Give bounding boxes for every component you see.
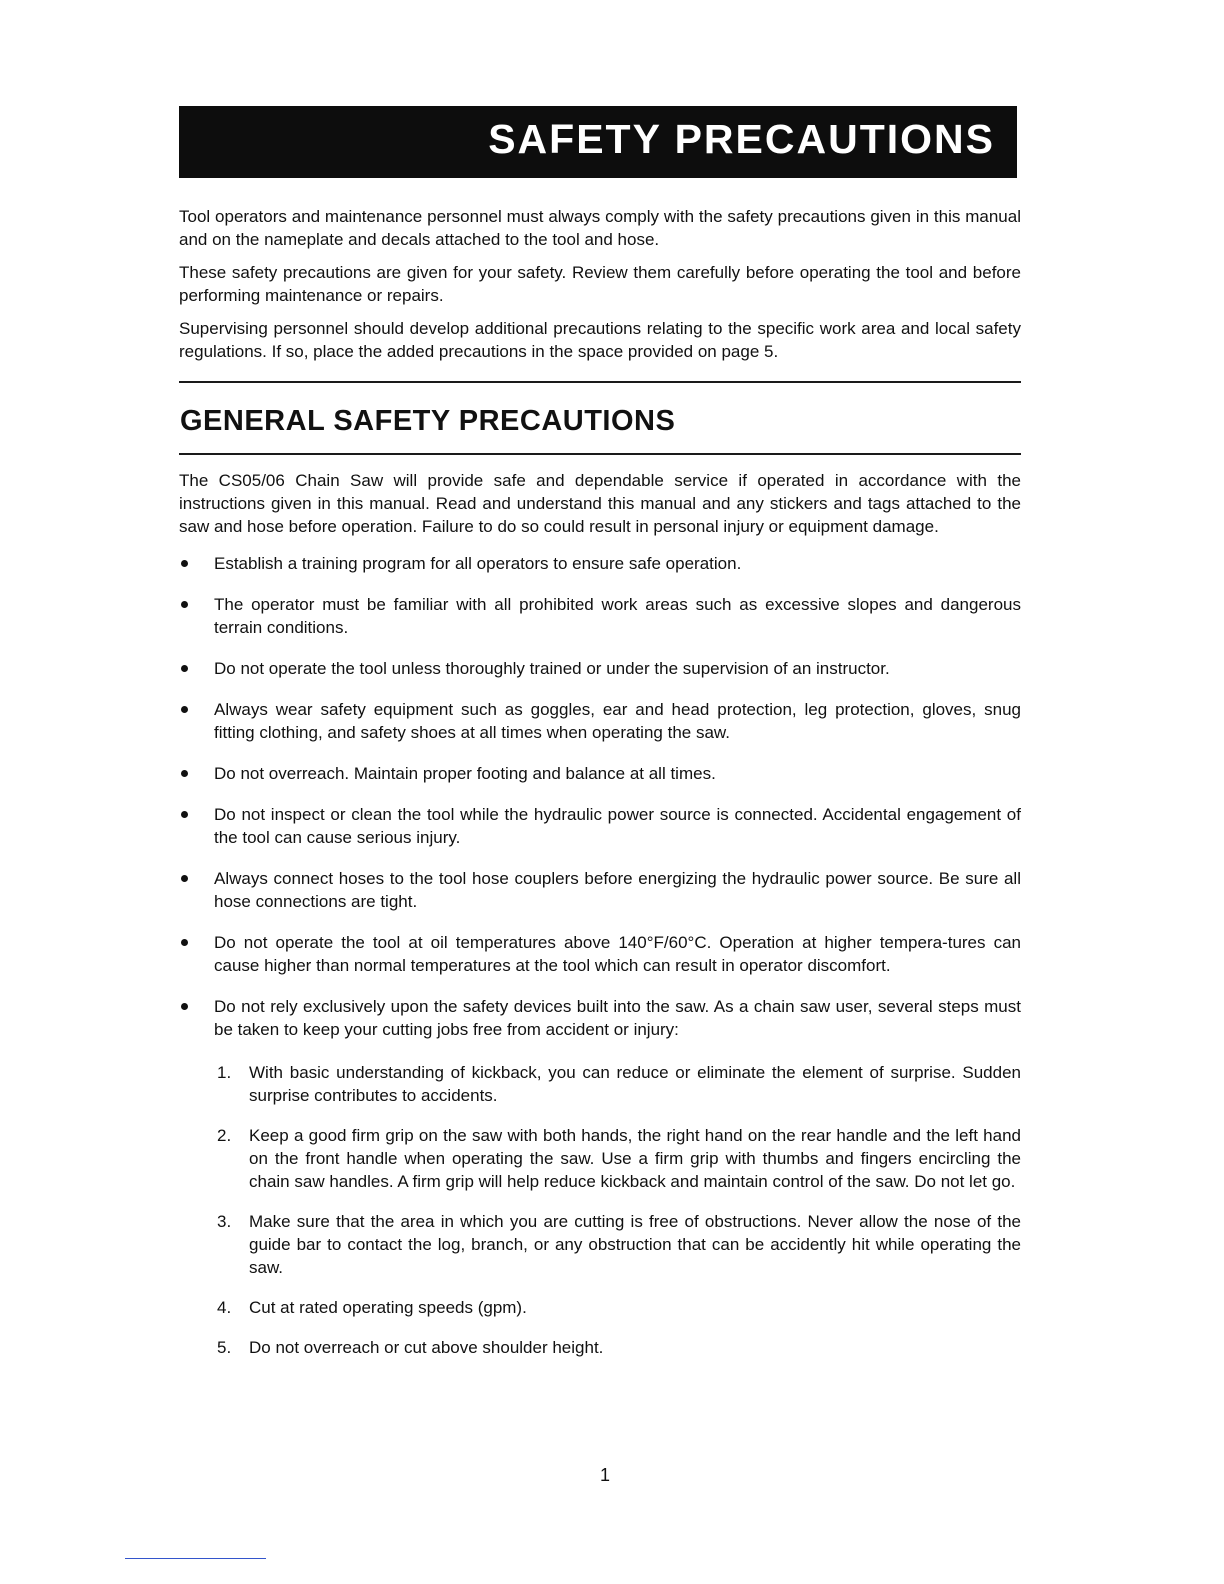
list-item [179,657,1021,680]
section-intro-paragraph: The CS05/06 Chain Saw will provide safe and dependable service if operated in accordance with the instructions given in this manual. Read and understand this manual and any stickers and tags attached to the saw and hose before operation. Failure to do so could result in personal injury or equipment damage. [179,471,1021,536]
bullet-icon [181,770,188,777]
bullet-icon [181,939,188,946]
section-divider-top [179,381,1021,383]
bullet-icon [181,665,188,672]
bullet-icon [181,875,188,882]
list-item [179,698,1021,744]
step-number: 3. [217,1212,232,1231]
list-item [179,803,1021,849]
step-number: 4. [217,1298,232,1317]
bullet-icon [181,811,188,818]
list-item-text: Establish a training program for all operators to ensure safe operation. [214,554,742,573]
list-item-text: Do not overreach. Maintain proper footing and balance at all times. [214,764,716,783]
numbered-steps-list [214,1061,1021,1359]
step-text: Keep a good firm grip on the saw with both hands, the right hand on the rear handle and the left hand on the front handle when operating the saw. Use a firm grip with thumbs and fingers encircling the chain saw handles. A firm grip will help reduce kickback and maintain control of the saw. Do not let go. [249,1126,1021,1191]
bullet-icon [181,1003,188,1010]
page-title: SAFETY PRECAUTIONS [488,116,995,162]
page-number: 1 [599,1465,610,1485]
list-item [179,762,1021,785]
list-item [179,593,1021,639]
list-item [179,995,1021,1359]
list-item-text: Always connect hoses to the tool hose couplers before energizing the hydraulic power source. Be sure all hose connections are tight. [214,869,1021,911]
list-item-text: Always wear safety equipment such as goggles, ear and head protection, leg protection, gloves, snug fitting clothing, and safety shoes at all times when operating the saw. [214,700,1021,742]
numbered-step [214,1210,1021,1279]
step-number: 1. [217,1063,232,1082]
step-text: With basic understanding of kickback, you can reduce or eliminate the element of surprise. Sudden surprise contributes to accidents. [249,1063,1021,1105]
step-number: 5. [217,1338,232,1357]
numbered-step [214,1124,1021,1193]
section-divider-bottom [179,453,1021,455]
bullet-icon [181,560,188,567]
bullet-icon [181,601,188,608]
list-item-text: Do not rely exclusively upon the safety devices built into the saw. As a chain saw user, several steps must be taken to keep your cutting jobs free from accident or injury: [214,997,1021,1039]
list-item-text: The operator must be familiar with all prohibited work areas such as excessive slopes and dangerous terrain conditions. [214,595,1021,637]
list-item [179,931,1021,977]
list-item-text: Do not inspect or clean the tool while the hydraulic power source is connected. Accidental engagement of the tool can cause serious injury. [214,805,1021,847]
intro-paragraph: Supervising personnel should develop additional precautions relating to the specific work area and local safety regulations. If so, place the added precautions in the space provided on page 5. [179,319,1021,361]
page-content [179,205,1021,1377]
step-text: Make sure that the area in which you are cutting is free of obstructions. Never allow the nose of the guide bar to contact the log, branch, or any obstruction that can be accidently hit while operating the saw. [249,1212,1021,1277]
footer-divider [125,1558,266,1559]
intro-paragraph: Tool operators and maintenance personnel must always comply with the safety precautions given in this manual and on the nameplate and decals attached to the tool and hose. [179,207,1021,249]
section-heading: GENERAL SAFETY PRECAUTIONS [180,405,676,437]
step-number: 2. [217,1126,232,1145]
bullet-icon [181,706,188,713]
precautions-list [179,552,1021,1359]
list-item-text: Do not operate the tool at oil temperatures above 140°F/60°C. Operation at higher tempera-tures can cause higher than normal temperatures at the tool which can result in operator discomfort. [214,933,1021,975]
numbered-step [214,1296,1021,1319]
step-text: Cut at rated operating speeds (gpm). [249,1298,527,1317]
numbered-step [214,1061,1021,1107]
list-item-text: Do not operate the tool unless thoroughly trained or under the supervision of an instructor. [214,659,890,678]
list-item [179,552,1021,575]
intro-paragraph: These safety precautions are given for your safety. Review them carefully before operating the tool and before performing maintenance or repairs. [179,263,1021,305]
numbered-step [214,1336,1021,1359]
list-item [179,867,1021,913]
title-banner [179,106,1017,178]
step-text: Do not overreach or cut above shoulder height. [249,1338,604,1357]
